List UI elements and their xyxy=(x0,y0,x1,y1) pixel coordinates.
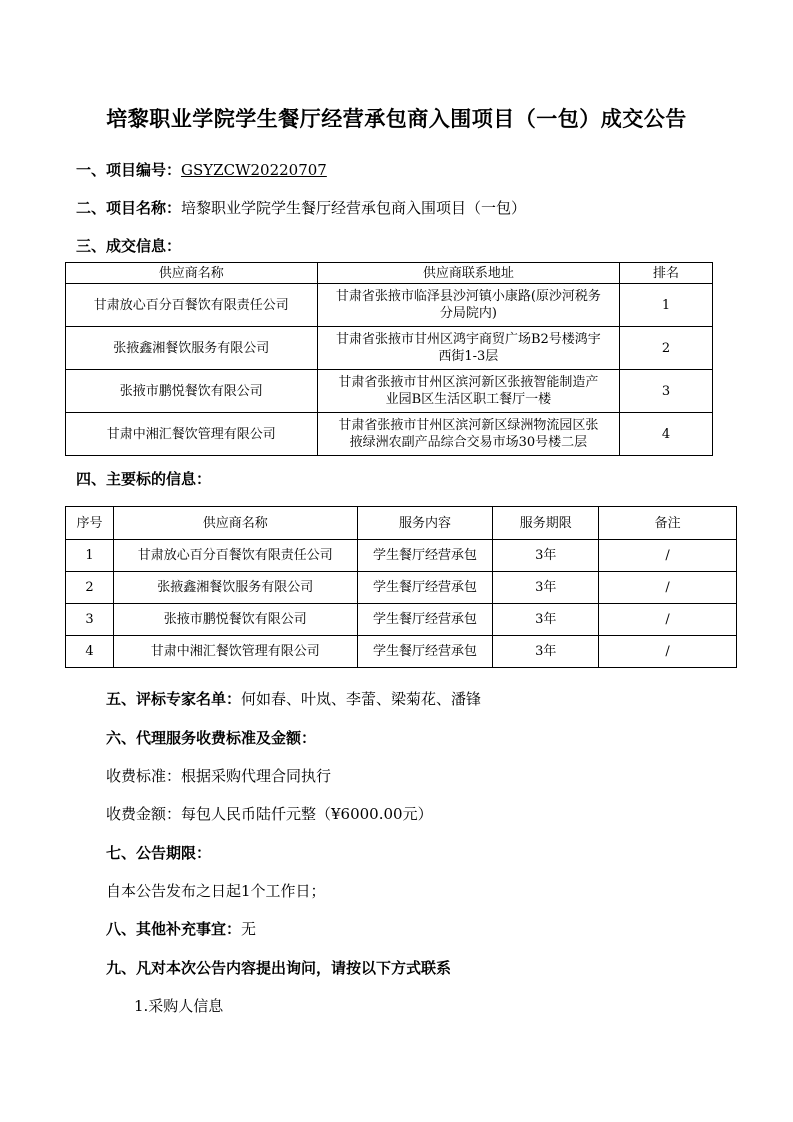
project-name-value: 培黎职业学院学生餐厅经营承包商入围项目（一包） xyxy=(181,199,527,217)
row-number: 1 xyxy=(66,540,114,572)
subject-info-heading: 四、主要标的信息： xyxy=(76,470,212,488)
supplier-address: 甘肃省张掖市甘州区鸿宇商贸广场B2号楼鸿宇 西街1-3层 xyxy=(317,327,620,370)
expert-list-label: 五、评标专家名单： xyxy=(106,690,242,708)
table-header: 序号 xyxy=(66,507,114,540)
service-content: 学生餐厅经营承包 xyxy=(357,604,493,636)
contact-heading: 九、凡对本次公告内容提出询问，请按以下方式联系 xyxy=(106,959,452,977)
service-term: 3年 xyxy=(493,604,599,636)
supplier-name: 甘肃放心百分百餐饮有限责任公司 xyxy=(113,540,357,572)
table-header: 备注 xyxy=(599,507,737,540)
supplier-name: 张掖市鹏悦餐饮有限公司 xyxy=(66,370,318,413)
project-name xyxy=(76,198,526,218)
other-matters-label: 八、其他补充事宜： xyxy=(106,920,242,938)
remark: / xyxy=(599,604,737,636)
supplier-name: 甘肃放心百分百餐饮有限责任公司 xyxy=(66,284,318,327)
fee-standard: 收费标准：根据采购代理合同执行 xyxy=(106,767,332,785)
table-header-row xyxy=(66,507,737,540)
supplier-rank: 4 xyxy=(620,413,713,456)
project-number-label: 一、项目编号： xyxy=(76,161,182,179)
supplier-rank: 2 xyxy=(620,327,713,370)
table-header: 供应商名称 xyxy=(113,507,357,540)
supplier-rank: 1 xyxy=(620,284,713,327)
supplier-name: 甘肃中湘汇餐饮管理有限公司 xyxy=(66,413,318,456)
expert-list-value: 何如春、叶岚、李蕾、梁菊花、潘锋 xyxy=(241,690,482,708)
supplier-address: 甘肃省张掖市甘州区滨河新区绿洲物流园区张 掖绿洲农副产品综合交易市场30号楼二层 xyxy=(317,413,620,456)
expert-list xyxy=(106,689,481,709)
remark: / xyxy=(599,636,737,668)
fee-heading: 六、代理服务收费标准及金额： xyxy=(106,729,317,747)
table-row xyxy=(66,370,713,413)
table-header-row xyxy=(66,263,713,284)
remark: / xyxy=(599,540,737,572)
service-content: 学生餐厅经营承包 xyxy=(357,540,493,572)
subject-info-table xyxy=(65,506,737,668)
purchaser-info: 1.采购人信息 xyxy=(134,997,224,1015)
supplier-name: 张掖鑫湘餐饮服务有限公司 xyxy=(113,572,357,604)
page-title: 培黎职业学院学生餐厅经营承包商入围项目（一包）成交公告 xyxy=(106,107,687,131)
supplier-name: 张掖鑫湘餐饮服务有限公司 xyxy=(66,327,318,370)
table-row xyxy=(66,284,713,327)
table-row xyxy=(66,636,737,668)
fee-amount: 收费金额：每包人民币陆仟元整（¥6000.00元） xyxy=(106,805,433,823)
table-header: 供应商名称 xyxy=(66,263,318,284)
table-row xyxy=(66,327,713,370)
table-header: 供应商联系地址 xyxy=(317,263,620,284)
supplier-address: 甘肃省张掖市临泽县沙河镇小康路(原沙河税务 分局院内) xyxy=(317,284,620,327)
project-number-value: GSYZCW20220707 xyxy=(181,161,327,179)
other-matters-value: 无 xyxy=(241,920,257,938)
service-term: 3年 xyxy=(493,636,599,668)
service-content: 学生餐厅经营承包 xyxy=(357,636,493,668)
project-number xyxy=(76,160,327,180)
supplier-address: 甘肃省张掖市甘州区滨河新区张掖智能制造产 业园B区生活区职工餐厅一楼 xyxy=(317,370,620,413)
table-row xyxy=(66,572,737,604)
service-term: 3年 xyxy=(493,540,599,572)
remark: / xyxy=(599,572,737,604)
deal-info-heading: 三、成交信息： xyxy=(76,237,182,255)
supplier-name: 张掖市鹏悦餐饮有限公司 xyxy=(113,604,357,636)
supplier-rank: 3 xyxy=(620,370,713,413)
row-number: 4 xyxy=(66,636,114,668)
deal-info-table xyxy=(65,262,713,456)
project-name-label: 二、项目名称： xyxy=(76,199,182,217)
other-matters xyxy=(106,919,256,939)
service-term: 3年 xyxy=(493,572,599,604)
service-content: 学生餐厅经营承包 xyxy=(357,572,493,604)
table-header: 服务内容 xyxy=(357,507,493,540)
row-number: 2 xyxy=(66,572,114,604)
table-row xyxy=(66,604,737,636)
table-header: 排名 xyxy=(620,263,713,284)
row-number: 3 xyxy=(66,604,114,636)
table-header: 服务期限 xyxy=(493,507,599,540)
supplier-name: 甘肃中湘汇餐饮管理有限公司 xyxy=(113,636,357,668)
table-row xyxy=(66,540,737,572)
notice-period-value: 自本公告发布之日起1个工作日； xyxy=(106,882,326,900)
notice-period-heading: 七、公告期限： xyxy=(106,844,212,862)
table-row xyxy=(66,413,713,456)
